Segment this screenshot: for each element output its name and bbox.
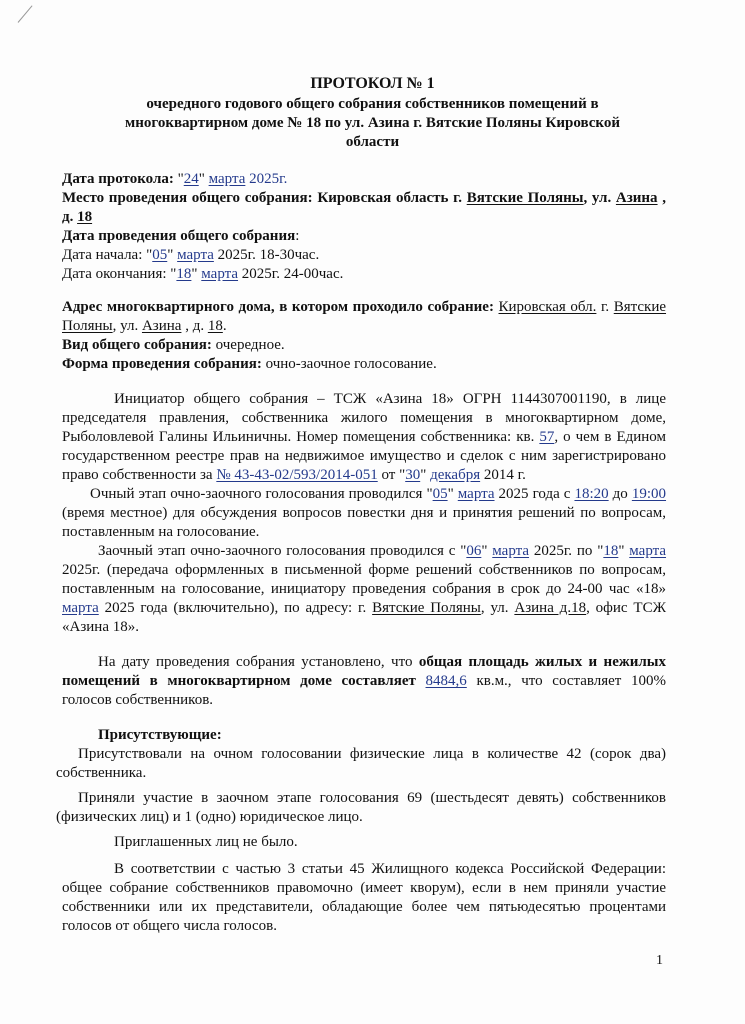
- title-line-3: области: [345, 134, 400, 150]
- protocol-date: Дата протокола: "24" марта 2025г.: [62, 171, 288, 187]
- title-line-1: очередного годового общего собрания собственников помещений в: [146, 96, 599, 112]
- meeting-date-heading: Дата проведения общего собрания:: [62, 228, 300, 244]
- building-address: Адрес многоквартирного дома, в котором проходило собрание: Кировская обл. г. Вятские Поляны, ул. Азина , д. 18.: [62, 299, 667, 334]
- quorum-paragraph: В соответствии с частью 3 статьи 45 Жилищного кодекса Российской Федерации: общее собрание собственников правомочно (имеет кворум), если в нем приняли участие собственники или их представители, обладающие более чем пятьюдесятью процентами голосов от общего числа голосов.: [62, 861, 666, 934]
- present-heading: Присутствующие:: [98, 727, 222, 743]
- protocol-date-day: 24: [183, 171, 199, 187]
- title-main: ПРОТОКОЛ № 1: [310, 75, 435, 92]
- initiator-paragraph: Инициатор общего собрания – ТСЖ «Азина 18» ОГРН 1144307001190, в лице председателя правления, собственника жилого помещения в многоквартирном доме, Рыболовлевой Галины Ильиничны. Номер помещения собственника: кв. 57, о чем в Едином государственном реестре прав на недвижимое имущество и сделок с ним зарегистрировано право собственности за № 43-43-02/593/2014-051 от "30" декабря 2014 г.: [62, 391, 666, 483]
- meeting-form: Форма проведения собрания: очно-заочное голосование.: [62, 356, 437, 372]
- protocol-date-month: марта: [208, 171, 246, 187]
- scan-mark: [18, 5, 33, 22]
- ochny-stage-paragraph: Очный этап очно-заочного голосования проводился "05" марта 2025 года с 18:20 до 19:00 (время местное) для обсуждения вопросов повестки дня и принятия решений по вопросам, поставленным на голосование.: [62, 486, 667, 540]
- title-line-2: многоквартирном доме № 18 по ул. Азина г. Вятские Поляны Кировской: [125, 115, 620, 131]
- meeting-place: Место проведения общего собрания: Кировская область г. Вятские Поляны, ул. Азина , д. 18: [62, 190, 666, 225]
- protocol-date-label: Дата протокола:: [62, 171, 174, 187]
- present-zaochno: Приняли участие в заочном этапе голосования 69 (шестьдесят девять) собственников (физических лиц) и 1 (одно) юридическое лицо.: [56, 790, 666, 825]
- page-number: 1: [656, 953, 663, 968]
- end-date: Дата окончания: "18" марта 2025г. 24-00час.: [62, 266, 344, 282]
- total-area-value: 8484,6: [425, 673, 467, 689]
- start-date: Дата начала: "05" марта 2025г. 18-30час.: [62, 247, 320, 263]
- meeting-type: Вид общего собрания: очередное.: [62, 337, 285, 353]
- area-paragraph: На дату проведения собрания установлено, что общая площадь жилых и нежилых помещений в многоквартирном доме составляет 8484,6 кв.м., что составляет 100% голосов собственников.: [62, 654, 667, 708]
- document-body: [56, 170, 667, 936]
- invited-persons: Приглашенных лиц не было.: [114, 834, 298, 850]
- present-ochno: Присутствовали на очном голосовании физические лица в количестве 42 (сорок два) собственника.: [56, 746, 666, 781]
- document-title: [40, 74, 705, 152]
- zaochny-stage-paragraph: Заочный этап очно-заочного голосования проводился с "06" марта 2025г. по "18" марта 2025г. (передача оформленных в письменной форме решений собственников по вопросам, поставленным на голосование, инициатору проведения собрания в срок до 24-00 час «18» марта 2025 года (включительно), по адресу: г. Вятские Поляны, ул. Азина д.18, офис ТСЖ «Азина 18».: [62, 543, 667, 635]
